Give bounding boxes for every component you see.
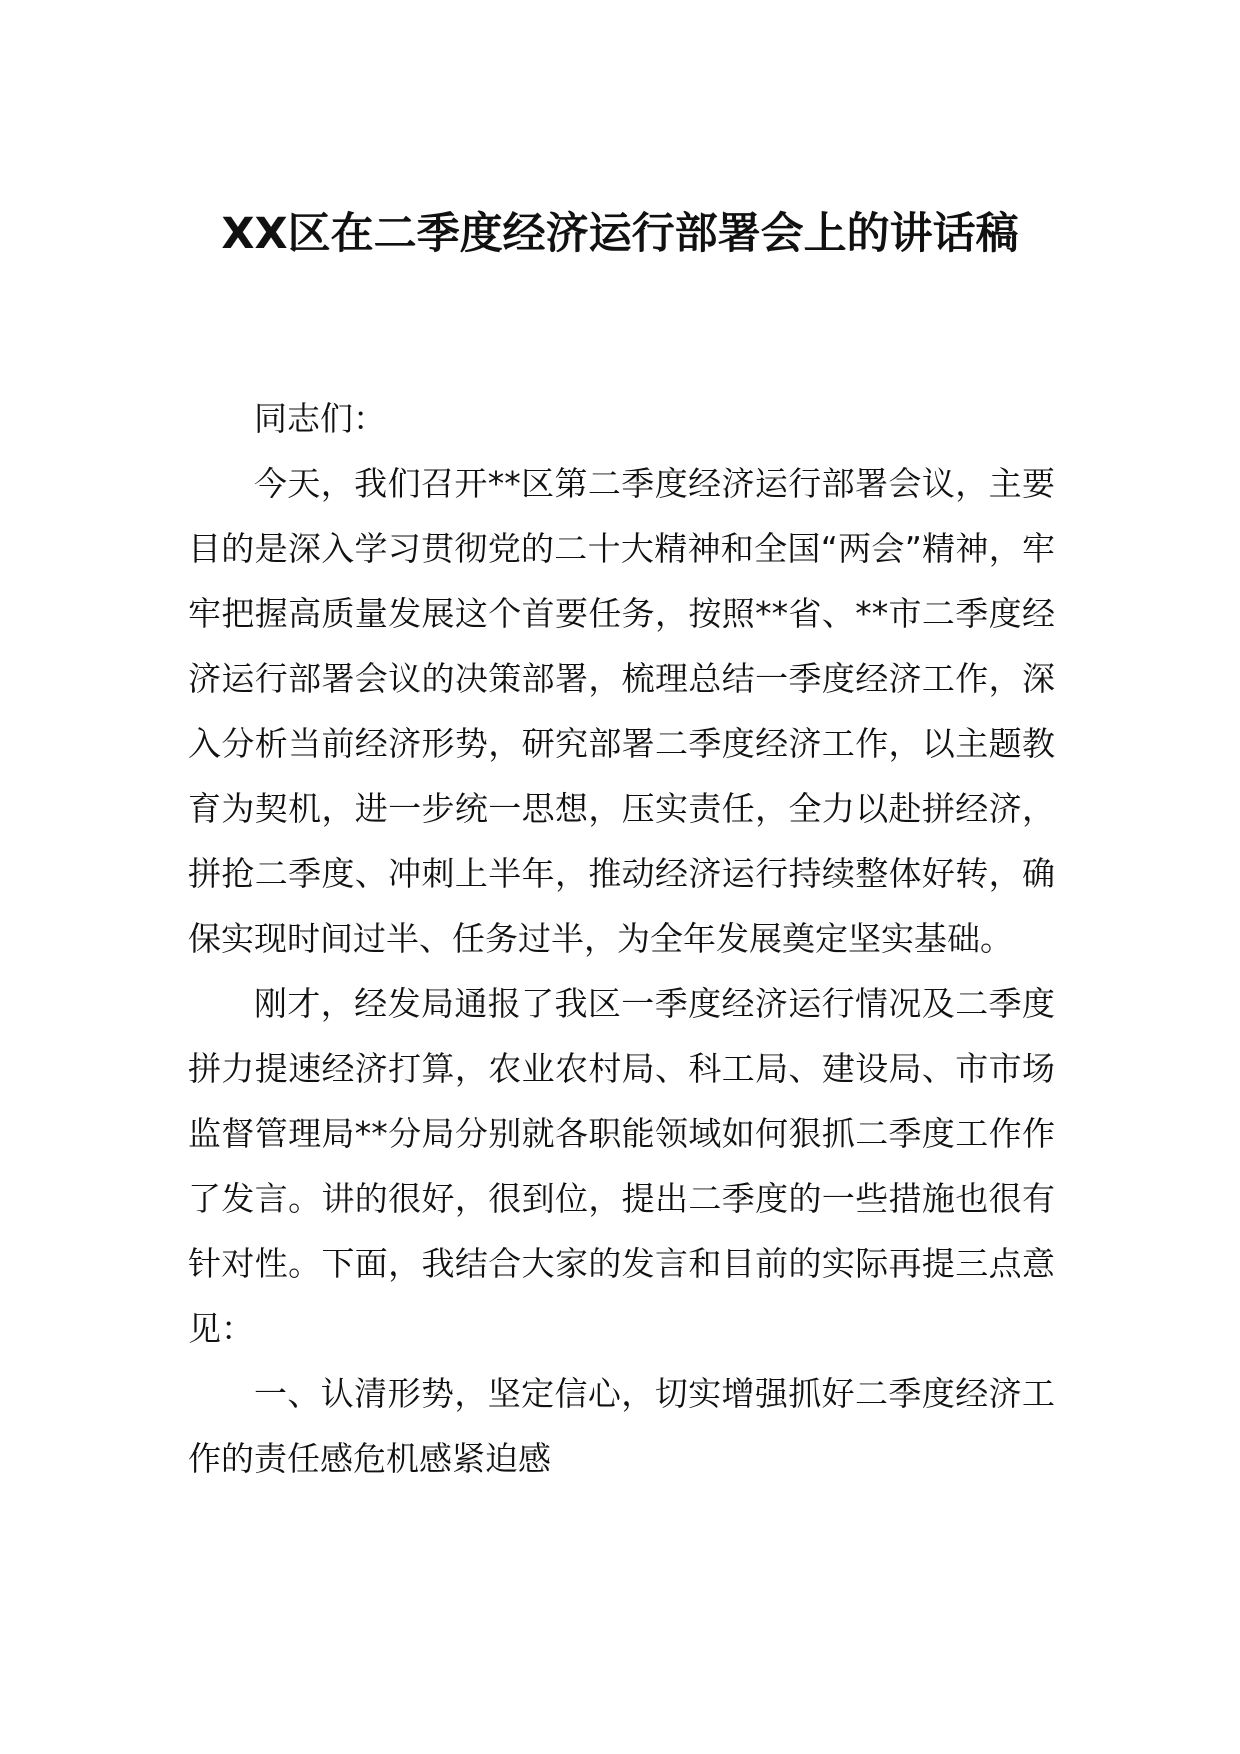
section-heading-1: 一、认清形势，坚定信心，切实增强抓好二季度经济工作的责任感危机感紧迫感 — [188, 1374, 1055, 1478]
document-title: XX区在二季度经济运行部署会上的讲话稿 — [221, 209, 1019, 259]
intro-paragraph: 今天，我们召开**区第二季度经济运行部署会议，主要目的是深入学习贯彻党的二十大精神和全国“两会”精神，牢牢把握高质量发展这个首要任务，按照**省、**市二季度经济运行部署会议的决策部署，梳理总结一季度经济工作，深入分析当前经济形势，研究部署二季度经济工作，以主题教育为契机，进一步统一思想，压实责任，全力以赴拼经济，拼抢二季度、冲刺上半年，推动经济运行持续整体好转，确保实现时间过半、任务过半，为全年发展奠定坚实基础。 — [188, 464, 1055, 958]
summary-paragraph: 刚才，经发局通报了我区一季度经济运行情况及二季度拼力提速经济打算，农业农村局、科工局、建设局、市市场监督管理局**分局分别就各职能领域如何狠抓二季度工作作了发言。讲的很好，很到位，提出二季度的一些措施也很有针对性。下面，我结合大家的发言和目前的实际再提三点意见： — [188, 984, 1055, 1348]
salutation-paragraph: 同志们： — [254, 399, 386, 438]
document-body — [188, 386, 1055, 1491]
